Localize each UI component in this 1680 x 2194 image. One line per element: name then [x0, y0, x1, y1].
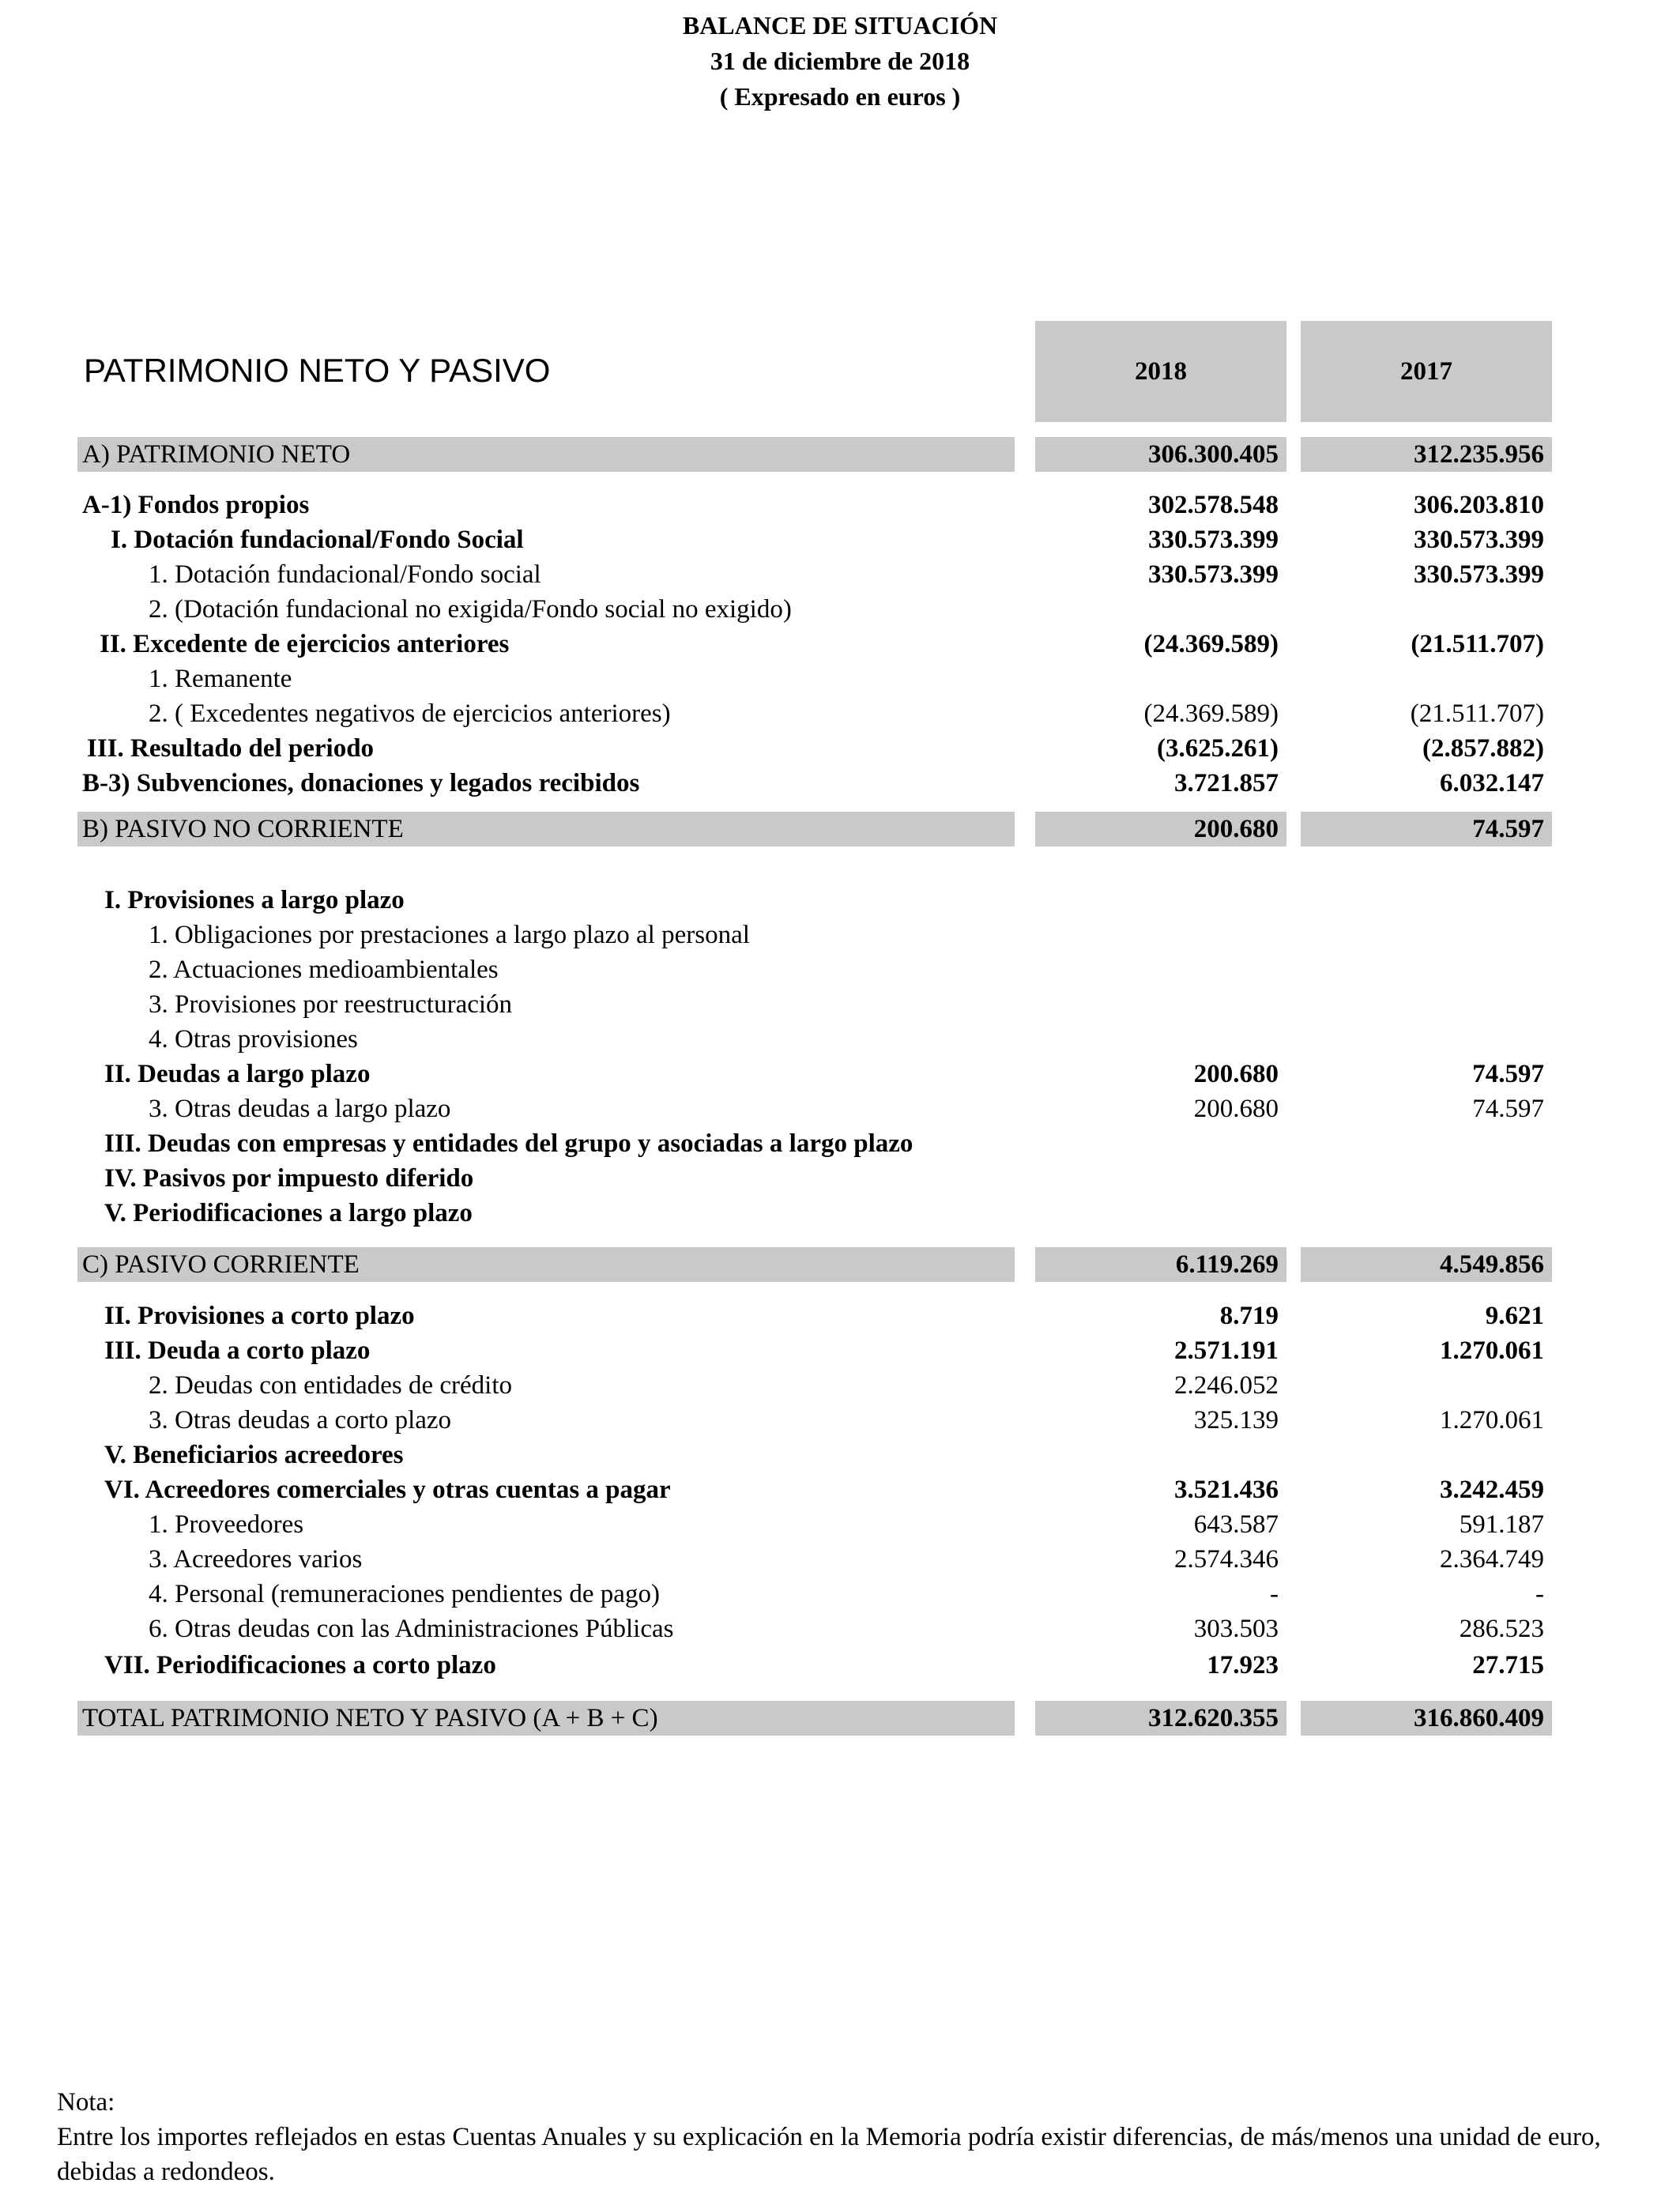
row-value-2018: 312.620.355	[1148, 1704, 1279, 1732]
document-date: 31 de diciembre de 2018	[710, 47, 970, 75]
table-row	[0, 1196, 1680, 1231]
row-value-2018: 8.719	[1219, 1302, 1279, 1330]
row-label: 3. Acreedores varios	[149, 1545, 363, 1574]
row-value-2017: 2.364.749	[1440, 1545, 1544, 1574]
row-label: II. Provisiones a corto plazo	[104, 1302, 415, 1330]
row-value-2017: 1.270.061	[1440, 1406, 1544, 1434]
document-currency: ( Expresado en euros )	[719, 82, 961, 111]
row-value-2017: 330.573.399	[1414, 560, 1544, 589]
table-row-section	[0, 437, 1680, 472]
table-row	[0, 883, 1680, 918]
row-value-2018: 17.923	[1207, 1651, 1279, 1679]
row-label: I. Dotación fundacional/Fondo Social	[111, 526, 524, 554]
document-header	[0, 8, 1680, 115]
row-label: A-1) Fondos propios	[82, 491, 310, 519]
row-label: I. Provisiones a largo plazo	[104, 886, 405, 914]
row-label: II. Deudas a largo plazo	[104, 1060, 371, 1088]
table-row-total	[0, 1701, 1680, 1736]
row-value-2017: 74.597	[1472, 815, 1544, 843]
row-value-2017: 1.270.061	[1440, 1336, 1544, 1365]
row-value-2018: 302.578.548	[1148, 491, 1279, 519]
row-value-2017: 312.235.956	[1414, 440, 1544, 469]
row-value-2018: 330.573.399	[1148, 560, 1279, 589]
table-row	[0, 627, 1680, 662]
footnote-text: Entre los importes reflejados en estas Cuentas Anuales y su explicación en la Memoria podría existir diferencias, de más/menos una unidad de euro, debidas a redondeos.	[57, 2123, 1601, 2186]
row-value-2017: 591.187	[1459, 1510, 1544, 1539]
row-value-2017: 27.715	[1472, 1651, 1544, 1679]
row-label: 2. Actuaciones medioambientales	[149, 956, 499, 984]
document-title: BALANCE DE SITUACIÓN	[682, 11, 998, 40]
row-value-2017: -	[1535, 1580, 1544, 1608]
table-row	[0, 557, 1680, 592]
row-label: 1. Dotación fundacional/Fondo social	[149, 560, 541, 589]
table-row	[0, 1299, 1680, 1333]
row-label: V. Beneficiarios acreedores	[104, 1441, 404, 1469]
table-row	[0, 1438, 1680, 1472]
row-value-2018: 2.246.052	[1174, 1371, 1279, 1400]
row-label: 6. Otras deudas con las Administraciones Públicas	[149, 1615, 674, 1643]
row-value-2017: (2.857.882)	[1422, 734, 1544, 763]
footnote	[57, 2085, 1637, 2189]
row-value-2018: 200.680	[1193, 1095, 1279, 1123]
row-label: TOTAL PATRIMONIO NETO Y PASIVO (A + B + C)	[82, 1704, 658, 1732]
table-row	[0, 766, 1680, 801]
row-label: III. Deuda a corto plazo	[104, 1336, 371, 1365]
table-row	[0, 1091, 1680, 1126]
row-label: IV. Pasivos por impuesto diferido	[104, 1164, 474, 1193]
row-label: A) PATRIMONIO NETO	[82, 440, 351, 469]
row-label: III. Deudas con empresas y entidades del grupo y asociadas a largo plazo	[104, 1129, 913, 1158]
table-row	[0, 1542, 1680, 1577]
row-value-2018: (24.369.589)	[1143, 699, 1279, 728]
row-label: III. Resultado del periodo	[87, 734, 375, 763]
row-label: 3. Provisiones por reestructuración	[149, 990, 513, 1019]
row-value-2017: 330.573.399	[1414, 526, 1544, 554]
row-value-2018: (24.369.589)	[1143, 630, 1279, 658]
table-row	[0, 522, 1680, 557]
table-row	[0, 1507, 1680, 1542]
row-label: 2. (Dotación fundacional no exigida/Fondo social no exigido)	[149, 595, 792, 624]
table-row	[0, 1126, 1680, 1161]
row-value-2018: -	[1270, 1580, 1279, 1608]
row-label: B) PASIVO NO CORRIENTE	[82, 815, 404, 843]
row-value-2017: 74.597	[1472, 1095, 1544, 1123]
table-row	[0, 1161, 1680, 1196]
table-row	[0, 696, 1680, 731]
table-row	[0, 1403, 1680, 1438]
row-value-2017: 74.597	[1472, 1060, 1544, 1088]
table-row-section	[0, 812, 1680, 846]
row-value-2017: 316.860.409	[1414, 1704, 1544, 1732]
row-value-2018: (3.625.261)	[1157, 734, 1279, 763]
row-value-2018: 330.573.399	[1148, 526, 1279, 554]
row-value-2018: 643.587	[1193, 1510, 1279, 1539]
row-label: 2. Deudas con entidades de crédito	[149, 1371, 513, 1400]
row-value-2017: (21.511.707)	[1410, 699, 1544, 728]
row-label: 1. Obligaciones por prestaciones a largo plazo al personal	[149, 921, 750, 949]
table-row	[0, 1333, 1680, 1368]
row-label: C) PASIVO CORRIENTE	[82, 1250, 360, 1279]
row-label: 3. Otras deudas a corto plazo	[149, 1406, 452, 1434]
row-value-2018: 325.139	[1193, 1406, 1279, 1434]
table-row	[0, 1368, 1680, 1403]
row-value-2017: (21.511.707)	[1411, 630, 1544, 658]
row-label: V. Periodificaciones a largo plazo	[104, 1199, 473, 1227]
row-value-2018: 2.571.191	[1174, 1336, 1279, 1365]
table-row	[0, 662, 1680, 696]
table-row	[0, 1648, 1680, 1683]
row-value-2017: 6.032.147	[1440, 769, 1544, 797]
column-header-2018: 2018	[1035, 321, 1286, 422]
footnote-title: Nota:	[57, 2088, 115, 2117]
row-value-2017: 4.549.856	[1440, 1250, 1544, 1279]
table-row	[0, 1577, 1680, 1612]
column-header-2017: 2017	[1301, 321, 1552, 422]
row-label: 4. Personal (remuneraciones pendientes de pago)	[149, 1580, 660, 1608]
table-row	[0, 1472, 1680, 1507]
table-row	[0, 1057, 1680, 1091]
table-row	[0, 987, 1680, 1022]
row-value-2017: 9.621	[1485, 1302, 1544, 1330]
row-label: II. Excedente de ejercicios anteriores	[100, 630, 510, 658]
table-row	[0, 952, 1680, 987]
row-value-2017: 306.203.810	[1414, 491, 1544, 519]
table-title: PATRIMONIO NETO Y PASIVO	[84, 352, 551, 389]
row-value-2017: 286.523	[1459, 1615, 1544, 1643]
row-value-2017: 3.242.459	[1440, 1476, 1544, 1504]
row-label: 3. Otras deudas a largo plazo	[149, 1095, 451, 1123]
row-label: 2. ( Excedentes negativos de ejercicios anteriores)	[149, 699, 671, 728]
row-label: 4. Otras provisiones	[149, 1025, 358, 1054]
row-value-2018: 200.680	[1193, 815, 1279, 843]
row-value-2018: 200.680	[1193, 1060, 1279, 1088]
row-label: VI. Acreedores comerciales y otras cuentas a pagar	[104, 1476, 671, 1504]
row-label: 1. Proveedores	[149, 1510, 304, 1539]
row-value-2018: 3.521.436	[1174, 1476, 1279, 1504]
row-label: 1. Remanente	[149, 665, 292, 693]
row-value-2018: 6.119.269	[1175, 1250, 1279, 1279]
row-value-2018: 306.300.405	[1148, 440, 1279, 469]
row-value-2018: 303.503	[1193, 1615, 1279, 1643]
table-row	[0, 592, 1680, 627]
row-label: VII. Periodificaciones a corto plazo	[104, 1651, 496, 1679]
row-value-2018: 2.574.346	[1174, 1545, 1279, 1574]
row-label: B-3) Subvenciones, donaciones y legados recibidos	[82, 769, 640, 797]
table-row	[0, 1022, 1680, 1057]
table-row	[0, 488, 1680, 522]
table-row	[0, 918, 1680, 952]
table-row-section	[0, 1247, 1680, 1282]
table-row	[0, 1612, 1680, 1646]
table-row	[0, 731, 1680, 766]
row-value-2018: 3.721.857	[1174, 769, 1279, 797]
